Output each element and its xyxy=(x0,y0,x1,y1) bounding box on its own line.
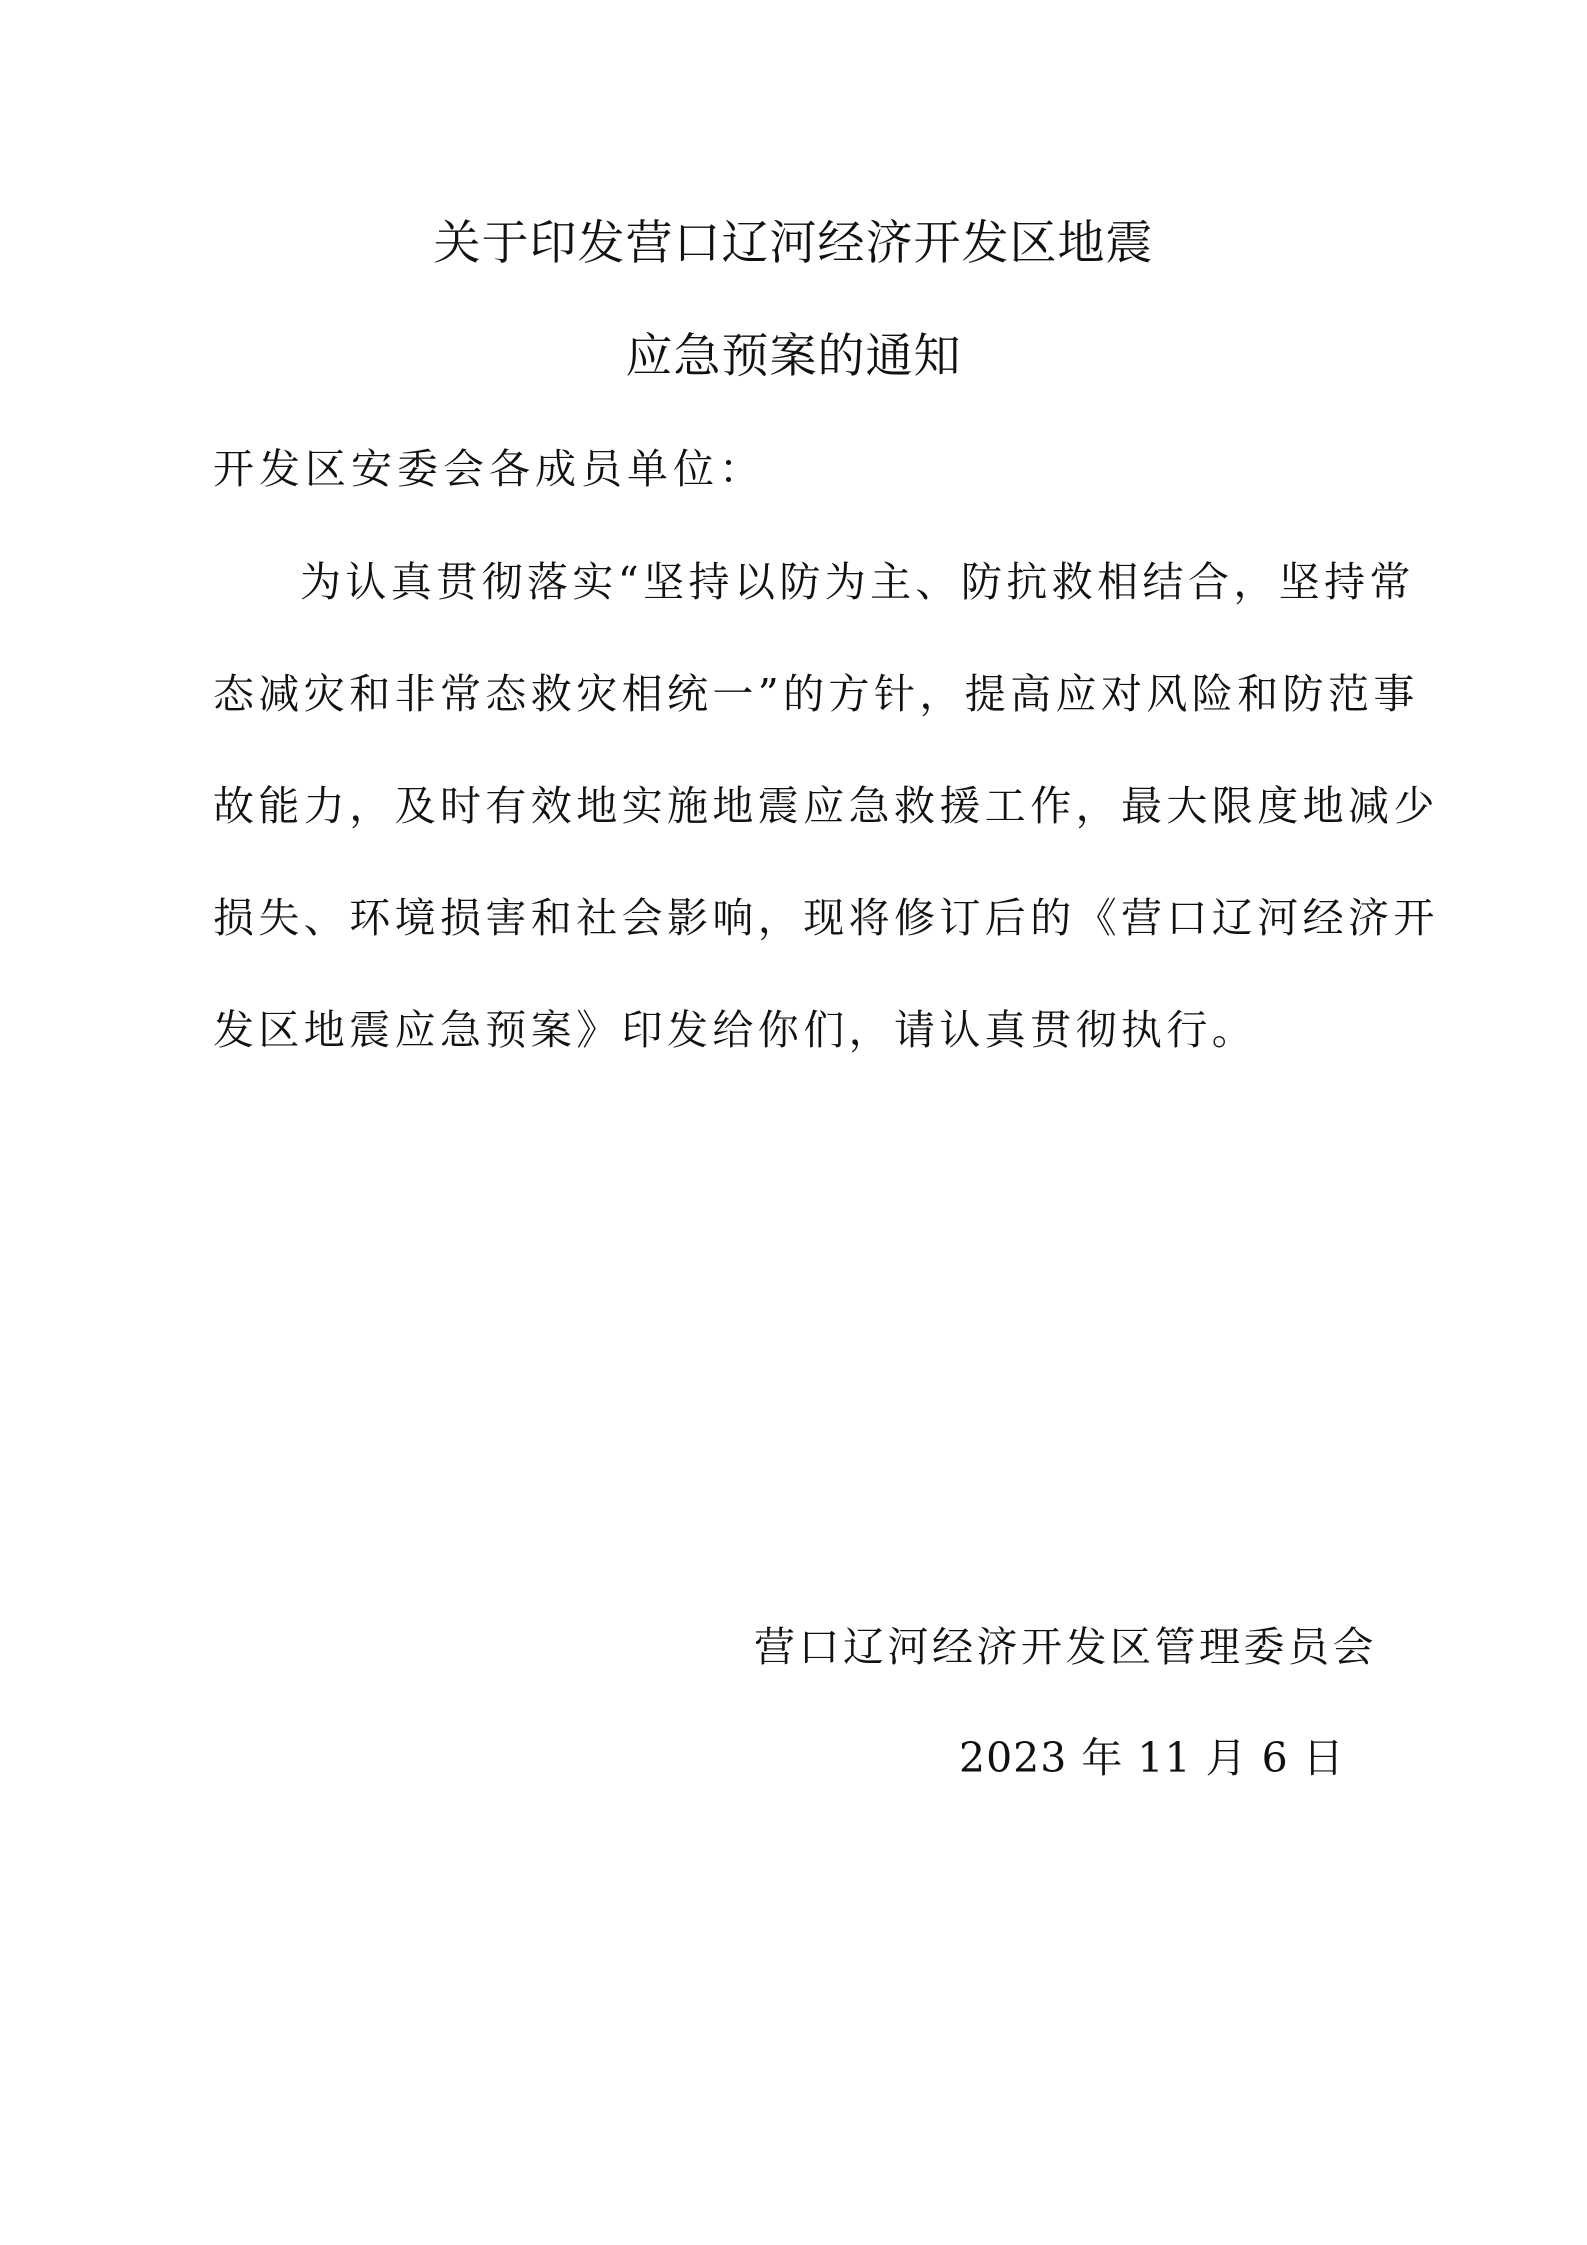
body-paragraph-line-4: 损失、环境损害和社会影响，现将修订后的《营口辽河经济开 xyxy=(213,894,1439,942)
body-paragraph-line-2: 态减灾和非常态救灾相统一”的方针，提高应对风险和防范事 xyxy=(213,670,1419,718)
body-paragraph-line-1: 为认真贯彻落实“坚持以防为主、防抗救相结合，坚持常 xyxy=(300,558,1415,606)
body-paragraph-line-5: 发区地震应急预案》印发给你们，请认真贯彻执行。 xyxy=(213,1006,1258,1054)
signature-date: 2023 年 11 月 6 日 xyxy=(959,1734,1345,1782)
salutation: 开发区安委会各成员单位： xyxy=(213,445,765,493)
signature-organization: 营口辽河经济开发区管理委员会 xyxy=(754,1623,1377,1671)
document-title-line-2: 应急预案的通知 xyxy=(625,329,962,384)
body-paragraph-line-3: 故能力，及时有效地实施地震应急救援工作，最大限度地减少 xyxy=(213,782,1439,830)
document-title-line-1: 关于印发营口辽河经济开发区地震 xyxy=(433,216,1154,271)
